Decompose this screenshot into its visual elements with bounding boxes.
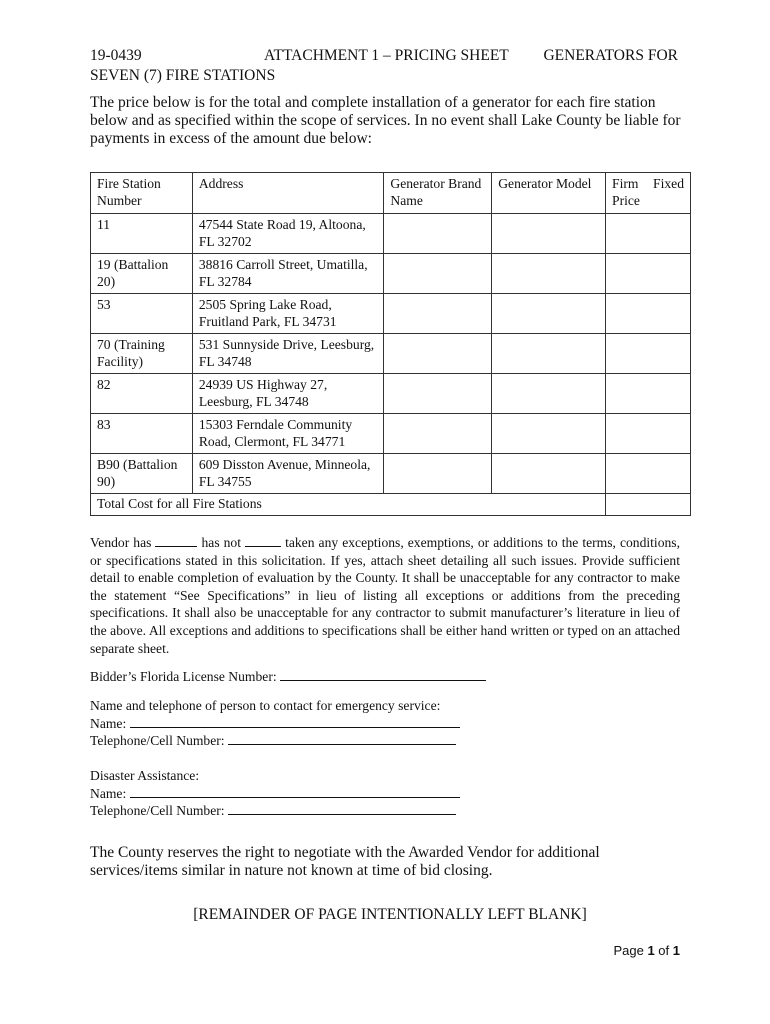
address-cell: 609 Disston Avenue, Minneola, FL 34755	[192, 454, 384, 494]
price-cell[interactable]	[606, 374, 691, 414]
price-cell[interactable]	[606, 254, 691, 294]
reserve-paragraph: The County reserves the right to negotiate with the Awarded Vendor for additional services/items similar in nature not known at time of bid closing.	[90, 844, 600, 879]
page-of: of	[658, 943, 670, 958]
station-cell: 83	[91, 414, 193, 454]
disaster-assistance-section	[90, 767, 690, 820]
project-title-part2: SEVEN (7) FIRE STATIONS	[90, 67, 276, 84]
has-blank[interactable]	[155, 534, 197, 547]
header-price-firm: Firm	[612, 176, 639, 191]
license-label: Bidder’s Florida License Number:	[90, 669, 277, 684]
model-cell[interactable]	[492, 454, 606, 494]
model-cell[interactable]	[492, 214, 606, 254]
station-cell: 70 (Training Facility)	[91, 334, 193, 374]
disaster-name-field[interactable]	[130, 785, 460, 798]
emergency-name-field[interactable]	[130, 715, 460, 728]
disaster-phone-label: Telephone/Cell Number:	[90, 803, 225, 819]
address-cell: 24939 US Highway 27, Leesburg, FL 34748	[192, 374, 384, 414]
disaster-name-label: Name:	[90, 785, 127, 801]
address-cell: 47544 State Road 19, Altoona, FL 32702	[192, 214, 384, 254]
address-cell: 15303 Ferndale Community Road, Clermont, FL 34771	[192, 414, 384, 454]
document-header	[90, 46, 690, 86]
emergency-contact-section	[90, 697, 690, 750]
header-model: Generator Model	[492, 173, 606, 214]
brand-cell[interactable]	[384, 334, 492, 374]
table-row	[91, 334, 691, 374]
attachment-title: ATTACHMENT 1 – PRICING SHEET	[264, 47, 509, 64]
page-number	[613, 943, 680, 958]
disaster-heading: Disaster Assistance:	[90, 768, 200, 783]
model-cell[interactable]	[492, 374, 606, 414]
solicitation-number: 19-0439	[90, 47, 142, 64]
license-number-field[interactable]	[280, 668, 486, 681]
has-not-blank[interactable]	[245, 534, 281, 547]
header-price-fixed: Fixed	[653, 176, 684, 191]
price-cell[interactable]	[606, 414, 691, 454]
model-cell[interactable]	[492, 294, 606, 334]
vendor-has-not-text: has not	[201, 535, 242, 550]
remainder-notice: [REMAINDER OF PAGE INTENTIONALLY LEFT BLANK]	[193, 906, 587, 923]
emergency-name-label: Name:	[90, 715, 127, 731]
address-cell: 38816 Carroll Street, Umatilla, FL 32784	[192, 254, 384, 294]
price-cell[interactable]	[606, 454, 691, 494]
brand-cell[interactable]	[384, 214, 492, 254]
page-current: 1	[647, 943, 655, 958]
table-row	[91, 454, 691, 494]
price-cell[interactable]	[606, 214, 691, 254]
emergency-heading: Name and telephone of person to contact for emergency service:	[90, 698, 441, 713]
intro-paragraph: The price below is for the total and complete installation of a generator for each fire station below and as specified within the scope of services. In no event shall Lake County be liable for payments in excess of the amount due below:	[90, 94, 681, 147]
emergency-phone-field[interactable]	[228, 732, 456, 745]
station-cell: 82	[91, 374, 193, 414]
license-line	[90, 668, 690, 686]
price-cell[interactable]	[606, 294, 691, 334]
model-cell[interactable]	[492, 334, 606, 374]
total-price-cell[interactable]	[606, 494, 691, 516]
brand-cell[interactable]	[384, 294, 492, 334]
total-row	[91, 494, 691, 516]
brand-cell[interactable]	[384, 414, 492, 454]
station-cell: 11	[91, 214, 193, 254]
vendor-exceptions-text: taken any exceptions, exemptions, or additions to the terms, conditions, or specifications stated in this solicitation. If yes, attach sheet detailing all such issues. Provide sufficient detail to enable completion of evaluation by the County. It shall be unacceptable for any contractor to make the statement “See Specifications” in lieu of listing all exceptions or additions from the preceding specifications. It shall also be unacceptable for any contractor to submit manufacturer’s literature in lieu of the above. All exceptions and additions to specifications shall be either hand written or typed on an attached separate sheet.	[90, 535, 680, 656]
station-cell: 53	[91, 294, 193, 334]
brand-cell[interactable]	[384, 374, 492, 414]
model-cell[interactable]	[492, 254, 606, 294]
disaster-phone-field[interactable]	[228, 802, 456, 815]
project-title-part1: GENERATORS FOR	[543, 47, 678, 64]
price-cell[interactable]	[606, 334, 691, 374]
header-station: Fire Station Number	[91, 173, 193, 214]
page-total: 1	[672, 943, 680, 958]
brand-cell[interactable]	[384, 454, 492, 494]
header-address: Address	[192, 173, 384, 214]
header-brand: Generator Brand Name	[384, 173, 492, 214]
address-cell: 2505 Spring Lake Road, Fruitland Park, FL 34731	[192, 294, 384, 334]
station-cell: 19 (Battalion 20)	[91, 254, 193, 294]
table-header-row	[91, 173, 691, 214]
emergency-phone-label: Telephone/Cell Number:	[90, 733, 225, 749]
page-prefix: Page	[613, 943, 644, 958]
table-row	[91, 294, 691, 334]
table-row	[91, 374, 691, 414]
table-row	[91, 254, 691, 294]
pricing-table	[90, 172, 691, 516]
vendor-has-text: Vendor has	[90, 535, 152, 550]
address-cell: 531 Sunnyside Drive, Leesburg, FL 34748	[192, 334, 384, 374]
exceptions-paragraph	[90, 534, 680, 657]
header-price-label: Price	[612, 192, 640, 208]
table-row	[91, 214, 691, 254]
table-row	[91, 414, 691, 454]
header-price	[606, 173, 691, 214]
model-cell[interactable]	[492, 414, 606, 454]
total-label: Total Cost for all Fire Stations	[91, 494, 606, 516]
station-cell: B90 (Battalion 90)	[91, 454, 193, 494]
brand-cell[interactable]	[384, 254, 492, 294]
